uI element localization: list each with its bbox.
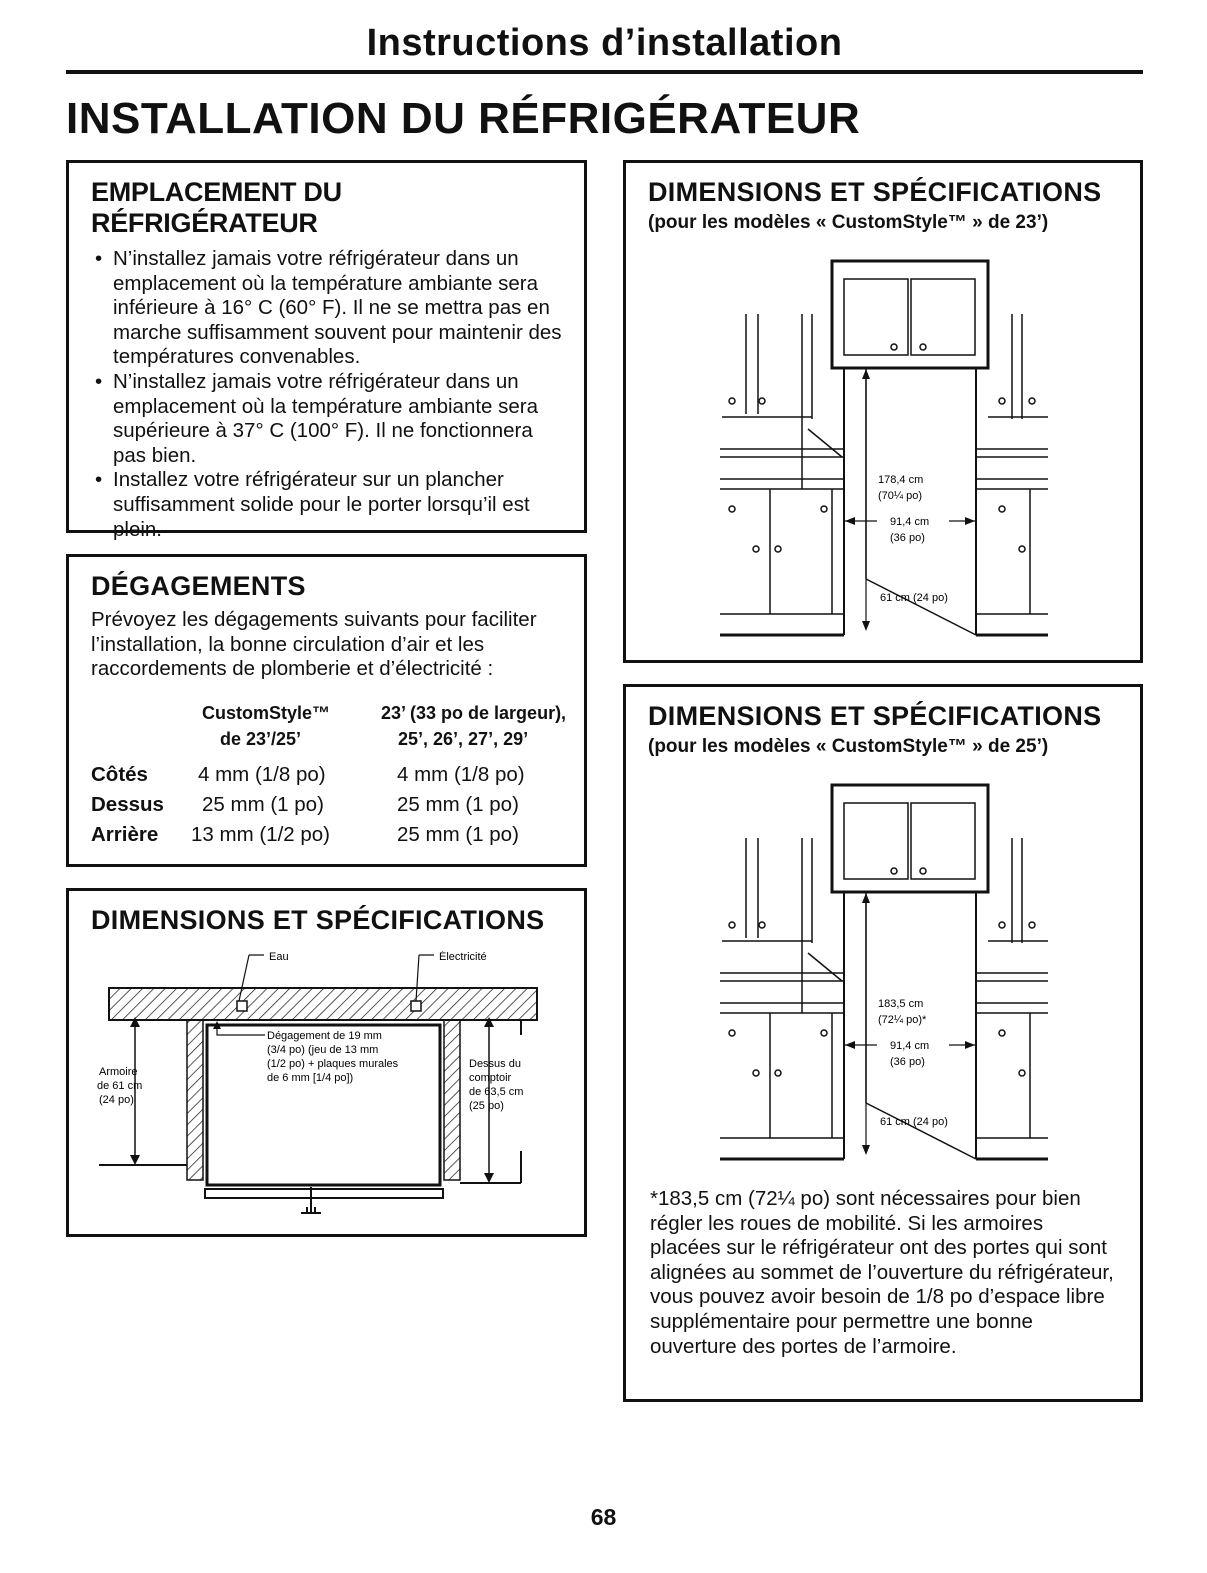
row-label: Côtés bbox=[91, 763, 148, 786]
left-cabinet-side bbox=[187, 1020, 203, 1180]
gap-label-1: Dégagement de 19 mm bbox=[267, 1030, 382, 1042]
row-value: 4 mm (1/8 po) bbox=[397, 763, 525, 786]
width-label-2: (36 po) bbox=[890, 532, 925, 544]
electric-label: Électricité bbox=[439, 951, 487, 963]
gap-label-3: (1/2 po) + plaques murales bbox=[267, 1058, 399, 1070]
row-label: Dessus bbox=[91, 793, 164, 816]
clearances-title: DÉGAGEMENTS bbox=[91, 571, 306, 601]
dims-23-subtitle: (pour les modèles « CustomStyle™ » de 23’) bbox=[648, 212, 1049, 233]
dims-top-view-title: DIMENSIONS ET SPÉCIFICATIONS bbox=[91, 905, 545, 935]
row-value: 25 mm (1 po) bbox=[202, 793, 324, 816]
counter-label-3: de 63,5 cm bbox=[469, 1086, 524, 1098]
height-label-1: 183,5 cm bbox=[878, 998, 924, 1010]
dims-25-subtitle: (pour les modèles « CustomStyle™ » de 25’) bbox=[648, 736, 1049, 757]
water-label: Eau bbox=[269, 951, 289, 963]
height-label-2: (72¼ po)* bbox=[878, 1014, 927, 1026]
refrigerator-door bbox=[205, 1189, 443, 1198]
cabinet-label-2: de 61 cm bbox=[97, 1080, 143, 1092]
wall-hatch bbox=[109, 988, 537, 1020]
depth-label: 61 cm (24 po) bbox=[880, 592, 948, 604]
col2-header: 25’, 26’, 27’, 29’ bbox=[398, 729, 529, 749]
location-bullet: • N’installez jamais votre réfrigérateur dans un emplacement où la température ambiante sera supérieure à 37° C (100° F). Il ne fonctionnera pas bien. bbox=[91, 370, 564, 468]
location-bullets bbox=[91, 247, 564, 542]
row-value: 25 mm (1 po) bbox=[397, 793, 519, 816]
cabinet-label-3: (24 po) bbox=[99, 1094, 134, 1106]
col2-header: 23’ (33 po de largeur), bbox=[381, 703, 567, 723]
page-number: 68 bbox=[590, 1504, 617, 1530]
location-bullet: • Installez votre réfrigérateur sur un plancher suffisamment solide pour le porter lorsqu’il est plein. bbox=[91, 468, 564, 542]
location-bullet: • N’installez jamais votre réfrigérateur dans un emplacement où la température ambiante sera inférieure à 16° C (60° F). Il ne se mettra pas en marche suffisamment souvent pour maintenir des températures convenables. bbox=[91, 247, 564, 370]
dims-23-title: DIMENSIONS ET SPÉCIFICATIONS bbox=[648, 177, 1102, 207]
cabinet-label-1: Armoire bbox=[99, 1066, 138, 1078]
clearances-box bbox=[66, 554, 587, 867]
counter-label-2: comptoir bbox=[469, 1072, 512, 1084]
col1-header: CustomStyle™ bbox=[202, 703, 331, 723]
row-value: 13 mm (1/2 po) bbox=[191, 823, 330, 846]
dims-25-diagram bbox=[712, 783, 1052, 1163]
location-title: EMPLACEMENT DU RÉFRIGÉRATEUR bbox=[91, 177, 342, 238]
gap-label-4: de 6 mm [1/4 po]) bbox=[267, 1072, 354, 1084]
dims-25-note: *183,5 cm (72¼ po) sont nécessaires pour bien régler les roues de mobilité. Si les armoires placées sur le réfrigérateur ont des portes qui sont alignées au sommet de l’ouverture du réfrigérateur, vous pouvez avoir besoin de 1/8 po d’espace libre supplémentaire pour permettre une bonne ouverture des portes de l’armoire. bbox=[650, 1187, 1114, 1358]
counter-label-1: Dessus du bbox=[469, 1058, 521, 1070]
dims-25-box bbox=[623, 684, 1143, 1402]
top-view-diagram bbox=[89, 951, 559, 1231]
depth-label: 61 cm (24 po) bbox=[880, 1116, 948, 1128]
counter-label-4: (25 po) bbox=[469, 1100, 504, 1112]
dims-25-title: DIMENSIONS ET SPÉCIFICATIONS bbox=[648, 701, 1102, 731]
electric-outlet bbox=[411, 1001, 421, 1011]
row-value: 4 mm (1/8 po) bbox=[198, 763, 326, 786]
clearances-intro: Prévoyez les dégagements suivants pour faciliter l’installation, la bonne circulation d’air et les raccordements de plomberie et d’électricité : bbox=[91, 608, 537, 681]
right-cabinet-side bbox=[444, 1020, 460, 1180]
col1-header: de 23’/25’ bbox=[220, 729, 302, 749]
section-header: Instructions d’installation bbox=[366, 22, 843, 64]
row-label: Arrière bbox=[91, 823, 159, 846]
location-box bbox=[66, 160, 587, 541]
dims-top-view-box bbox=[66, 888, 587, 1237]
water-outlet bbox=[237, 1001, 247, 1011]
row-value: 25 mm (1 po) bbox=[397, 823, 519, 846]
page-title: INSTALLATION DU RÉFRIGÉRATEUR bbox=[66, 94, 861, 143]
header-rule bbox=[66, 70, 1143, 74]
width-label-1: 91,4 cm bbox=[890, 516, 930, 528]
dims-23-diagram bbox=[712, 259, 1052, 639]
height-label-1: 178,4 cm bbox=[878, 474, 924, 486]
dims-23-box bbox=[623, 160, 1143, 663]
gap-label-2: (3/4 po) (jeu de 13 mm bbox=[267, 1044, 379, 1056]
width-label-2: (36 po) bbox=[890, 1056, 925, 1068]
width-label-1: 91,4 cm bbox=[890, 1040, 930, 1052]
height-label-2: (70¼ po) bbox=[878, 490, 923, 502]
